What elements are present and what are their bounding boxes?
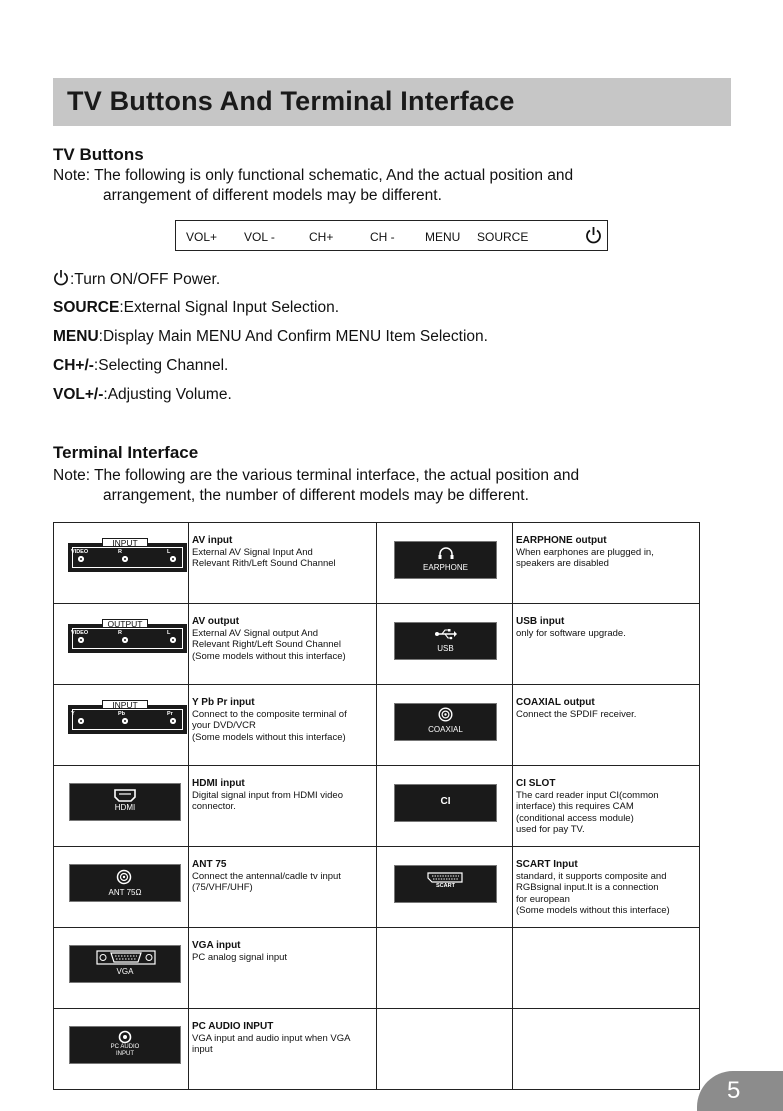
- table-row: [54, 523, 700, 604]
- panel-source: SOURCE: [477, 230, 529, 244]
- table-row: [54, 766, 700, 847]
- desc-text: :Display Main MENU And Confirm MENU Item Selection.: [98, 328, 488, 345]
- rca-jack-icon: [78, 556, 84, 562]
- jack-label: Pr: [167, 711, 173, 717]
- terminal-title: ANT 75: [192, 859, 227, 870]
- left-text-cell: [189, 604, 377, 685]
- terminal-desc-line: only for software upgrade.: [516, 627, 626, 639]
- pcaudio-connector-panel: [70, 1027, 180, 1063]
- power-icon: [53, 269, 69, 287]
- table-row: [54, 928, 700, 1009]
- empty-cell: [377, 1009, 513, 1090]
- vga-port-icon: [96, 950, 156, 965]
- terminal-desc-line: speakers are disabled: [516, 558, 609, 569]
- left-image-cell: [54, 1009, 189, 1090]
- jack-label: R: [118, 549, 122, 555]
- note-line-2: arrangement, the number of different models may be different.: [103, 487, 529, 504]
- ant-connector-panel: [70, 865, 180, 901]
- audio-jack-icon: [118, 1030, 132, 1044]
- terminal-title: SCART Input: [516, 859, 578, 870]
- terminal-desc-line: (Some models without this interface): [192, 731, 346, 743]
- terminal-title: HDMI input: [192, 778, 245, 789]
- terminal-title: PC AUDIO INPUT: [192, 1021, 274, 1032]
- rca-jack-icon: [170, 718, 176, 724]
- terminal-desc-line: (conditional access module): [516, 812, 634, 824]
- panel-menu: MENU: [425, 230, 461, 244]
- terminal-desc-line: VGA input and audio input when VGA: [192, 1032, 351, 1044]
- rca-jack-icon: [78, 718, 84, 724]
- right-text-cell: [513, 685, 700, 766]
- right-image-cell: [377, 766, 513, 847]
- jack-label: L: [167, 630, 171, 636]
- desc-text: :Selecting Channel.: [93, 357, 229, 374]
- page-title: TV Buttons And Terminal Interface: [67, 86, 515, 116]
- scart-port-icon: [427, 872, 463, 883]
- panel-vol-minus: VOL -: [244, 230, 275, 244]
- page-number: 5: [727, 1077, 741, 1104]
- title-bar: [53, 78, 731, 126]
- usb-icon: [434, 628, 458, 640]
- headphone-icon: [437, 546, 455, 560]
- desc-text: :Adjusting Volume.: [103, 386, 232, 403]
- desc-key: VOL+/-: [53, 386, 104, 403]
- coax-connector-panel: [395, 704, 496, 740]
- table-row: [54, 847, 700, 928]
- terminal-title: USB input: [516, 616, 565, 627]
- left-text-cell: [189, 685, 377, 766]
- terminal-desc-line: Connect the SPDIF receiver.: [516, 708, 637, 720]
- left-image-cell: [54, 523, 189, 604]
- left-text-cell: [189, 766, 377, 847]
- terminal-desc-line: The card reader input CI(common: [516, 789, 659, 801]
- panel-label: CI: [440, 796, 451, 807]
- panel-label: VGA: [116, 967, 134, 976]
- rca-jack-icon: [78, 637, 84, 643]
- panel-header: INPUT: [102, 700, 148, 709]
- terminal-title: VGA input: [192, 940, 241, 951]
- left-image-cell: [54, 928, 189, 1009]
- left-text-cell: [189, 847, 377, 928]
- hdmi-port-icon: [114, 789, 136, 802]
- panel-label: USB: [437, 644, 454, 653]
- av-connector-panel: [68, 538, 187, 572]
- empty-cell: [513, 1009, 700, 1090]
- jack-label: Pb: [118, 711, 126, 717]
- rca-jack-icon: [122, 718, 128, 724]
- right-text-cell: [513, 604, 700, 685]
- terminal-title: CI SLOT: [516, 778, 556, 789]
- terminal-desc-line: (Some models without this interface): [516, 905, 670, 916]
- terminal-desc-line: Connect to the composite terminal of: [192, 708, 347, 720]
- terminal-desc-line: (Some models without this interface): [192, 650, 346, 662]
- terminal-table: [53, 522, 700, 1090]
- terminal-title: COAXIAL output: [516, 697, 595, 708]
- rca-jack-icon: [122, 637, 128, 643]
- terminal-desc-line: for european: [516, 893, 570, 905]
- terminal-desc-line: Relevant Rith/Left Sound Channel: [192, 558, 336, 569]
- jack-label: R: [118, 630, 122, 636]
- rca-jack-icon: [170, 556, 176, 562]
- terminal-desc-line: When earphones are plugged in,: [516, 546, 654, 558]
- right-image-cell: [377, 523, 513, 604]
- terminal-desc-line: standard, it supports composite and: [516, 870, 667, 882]
- jack-label: VIDEO: [71, 630, 89, 636]
- terminal-desc-line: Connect the antennal/cadle tv input: [192, 870, 341, 882]
- panel-header: INPUT: [102, 538, 148, 547]
- terminal-desc-line: External AV Signal output And: [192, 627, 319, 639]
- antenna-port-icon: [116, 869, 132, 885]
- empty-cell: [377, 928, 513, 1009]
- terminal-title: AV output: [192, 616, 240, 627]
- terminal-desc-line: your DVD/VCR: [192, 720, 256, 731]
- hdmi-connector-panel: [70, 784, 180, 820]
- left-image-cell: [54, 766, 189, 847]
- desc-channel: [53, 357, 228, 375]
- terminal-title: AV input: [192, 535, 233, 546]
- desc-key: SOURCE: [53, 299, 120, 316]
- empty-cell: [513, 928, 700, 1009]
- rca-jack-icon: [122, 556, 128, 562]
- note-line-1: Note: The following are the various terminal interface, the actual position and: [53, 467, 580, 484]
- desc-menu: [53, 328, 488, 346]
- desc-power: [53, 269, 220, 289]
- left-text-cell: [189, 523, 377, 604]
- left-text-cell: [189, 1009, 377, 1090]
- terminal-desc-line: Relevant Right/Left Sound Channel: [192, 639, 341, 650]
- rca-jack-icon: [170, 637, 176, 643]
- desc-key: CH+/-: [53, 357, 94, 374]
- terminal-desc-line: connector.: [192, 801, 236, 812]
- terminal-desc-line: interface) this requires CAM: [516, 801, 634, 812]
- note-line-1: Note: The following is only functional schematic, And the actual position and: [53, 167, 574, 184]
- page-number-tab: [697, 1071, 783, 1111]
- terminal-desc-line: Digital signal input from HDMI video: [192, 789, 344, 801]
- desc-volume: [53, 386, 232, 404]
- ci-connector-panel: [395, 785, 496, 821]
- terminal-note: [53, 466, 693, 506]
- vga-connector-panel: [70, 946, 180, 982]
- tv-buttons-heading: TV Buttons: [53, 145, 144, 164]
- panel-label: HDMI: [114, 803, 136, 812]
- panel-label-2: INPUT: [116, 1051, 134, 1057]
- right-text-cell: [513, 523, 700, 604]
- table-row: [54, 685, 700, 766]
- left-image-cell: [54, 685, 189, 766]
- terminal-desc-line: (75/VHF/UHF): [192, 882, 253, 893]
- terminal-title: Y Pb Pr input: [192, 697, 255, 708]
- panel-label: PC AUDIO: [110, 1044, 140, 1050]
- desc-key: MENU: [53, 328, 99, 345]
- panel-ch-minus: CH -: [370, 230, 395, 244]
- tv-buttons-note: [53, 166, 693, 206]
- panel-label: EARPHONE: [423, 563, 468, 572]
- right-image-cell: [377, 604, 513, 685]
- jack-label: L: [167, 549, 171, 555]
- av-connector-panel: [68, 700, 187, 734]
- terminal-desc-line: External AV Signal Input And: [192, 546, 313, 558]
- usb-connector-panel: [395, 623, 496, 659]
- note-line-2: arrangement of different models may be different.: [103, 187, 442, 204]
- left-image-cell: [54, 604, 189, 685]
- panel-label: SCART: [436, 883, 455, 889]
- panel-label: COAXIAL: [428, 725, 463, 734]
- panel-ch-plus: CH+: [309, 230, 334, 244]
- terminal-desc-line: RGBsignal input.It is a connection: [516, 882, 659, 893]
- panel-label: ANT 75Ω: [108, 888, 142, 897]
- panel-header: OUTPUT: [102, 619, 148, 628]
- terminal-desc-line: input: [192, 1044, 213, 1055]
- desc-text: :Turn ON/OFF Power.: [70, 271, 221, 288]
- coaxial-port-icon: [438, 707, 453, 722]
- panel-vol-plus: VOL+: [186, 230, 218, 244]
- terminal-title: EARPHONE output: [516, 535, 607, 546]
- terminal-desc-line: used for pay TV.: [516, 824, 585, 835]
- jack-label: Y: [71, 711, 75, 717]
- table-row: [54, 604, 700, 685]
- terminal-heading: Terminal Interface: [53, 443, 199, 462]
- right-text-cell: [513, 766, 700, 847]
- av-connector-panel: [68, 619, 187, 653]
- power-icon: [585, 226, 602, 245]
- jack-label: VIDEO: [71, 549, 89, 555]
- right-text-cell: [513, 847, 700, 928]
- right-image-cell: [377, 847, 513, 928]
- ear-connector-panel: [395, 542, 496, 578]
- terminal-desc-line: PC analog signal input: [192, 951, 288, 963]
- table-row: [54, 1009, 700, 1090]
- scart-connector-panel: [395, 866, 496, 902]
- left-text-cell: [189, 928, 377, 1009]
- button-panel: [175, 220, 608, 251]
- desc-text: :External Signal Input Selection.: [119, 299, 340, 316]
- desc-source: [53, 299, 339, 317]
- right-image-cell: [377, 685, 513, 766]
- left-image-cell: [54, 847, 189, 928]
